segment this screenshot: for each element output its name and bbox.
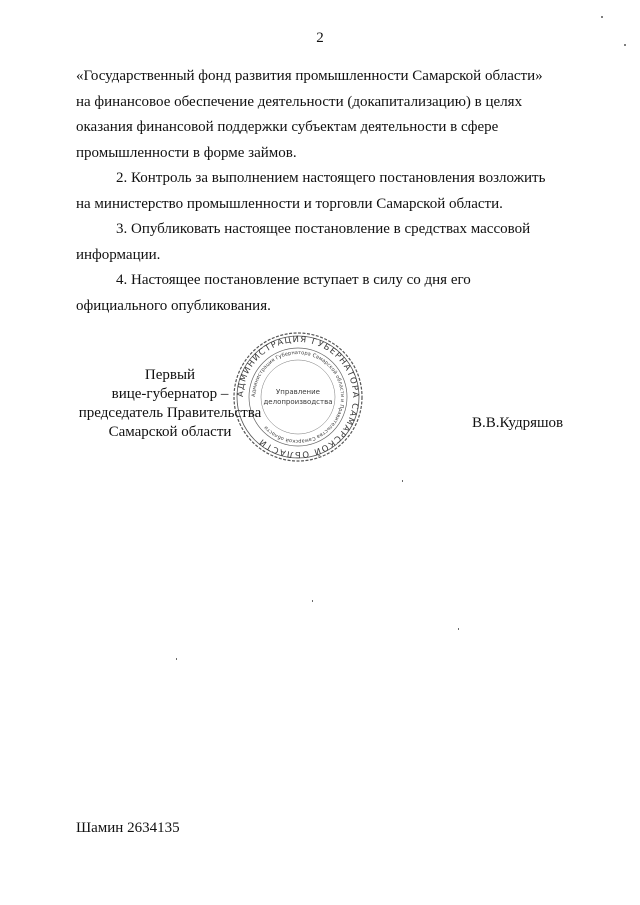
seal-center-line-1: Управление [276, 388, 320, 396]
seal-outer-text: АДМИНИСТРАЦИЯ ГУБЕРНАТОРА САМАРСКОЙ ОБЛАСТИ [235, 334, 361, 460]
page-number: 2 [316, 30, 324, 46]
scan-speck [312, 600, 313, 602]
footer-author-line: Шамин 2634135 [76, 820, 180, 836]
scan-speck [458, 628, 459, 630]
paragraph-3-line: 3. Опубликовать настоящее постановление в средствах массовой [116, 221, 531, 237]
paragraph-1-line: оказания финансовой поддержки субъектам деятельности в сфере [76, 119, 499, 135]
document-body [76, 64, 570, 319]
paragraph-4-last-line: официального опубликования. [76, 297, 271, 314]
paragraph-1-line: «Государственный фонд развития промышленности Самарской области» [76, 68, 543, 84]
paragraph-3-last-line: информации. [76, 246, 161, 263]
signatory-name: В.В.Кудряшов [472, 415, 564, 431]
signatory-position [64, 366, 276, 442]
position-line: Самарской области [108, 424, 232, 440]
paragraph-2-line: 2. Контроль за выполнением настоящего постановления возложить [116, 170, 546, 186]
position-line: Первый [144, 367, 196, 383]
paragraph-2-last-line: на министерство промышленности и торговли Самарской области. [76, 195, 503, 212]
position-line: председатель Правительства [78, 405, 262, 421]
scan-speck [601, 16, 603, 18]
scan-speck [176, 658, 177, 660]
scan-speck [402, 480, 403, 482]
scan-speck [624, 44, 626, 46]
paragraph-4-line: 4. Настоящее постановление вступает в силу со дня его [116, 272, 471, 288]
seal-inner-text: Администрация Губернатора Самарской области и Правительства Самарской области [250, 349, 346, 445]
seal-center-line-2: делопроизводства [263, 398, 333, 406]
position-line: вице-губернатор – [111, 386, 229, 402]
paragraph-1-last-line: промышленности в форме займов. [76, 144, 297, 161]
paragraph-1-line: на финансовое обеспечение деятельности (докапитализацию) в целях [76, 93, 523, 110]
